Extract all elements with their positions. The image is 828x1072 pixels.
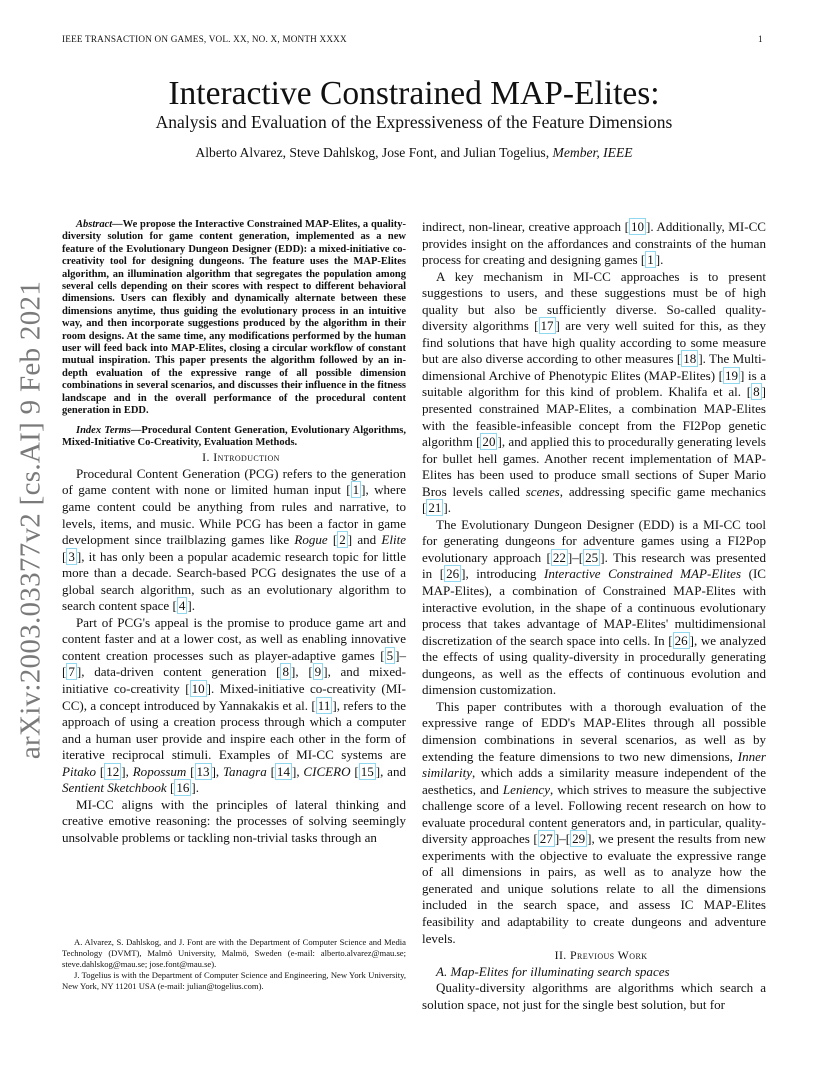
citation-link[interactable]: 20 [482,434,496,450]
section-heading-introduction [62,449,406,466]
citation-link[interactable]: 14 [276,763,290,779]
citation-link[interactable]: 29 [572,831,586,847]
citation-link[interactable]: 16 [176,780,190,796]
abstract-label: Abstract [76,219,113,230]
subsection-heading: A. Map-Elites for illuminating search spaces [436,963,670,979]
citation-link[interactable]: 5 [386,647,394,663]
paragraph: Quality-diversity algorithms are algorithms which search a solution space, not just for the single best solution, but for [422,980,766,1012]
paragraph: indirect, non-linear, creative approach [ 10 ]. Additionally, MI-CC provides insight on the affordances and constraints of the human process for creating and designing games [ 1 ]. [422,219,766,268]
citation-link[interactable]: 2 [339,532,346,548]
citation-link[interactable]: 10 [191,680,205,696]
citation-link[interactable]: 8 [753,384,760,400]
citation-link[interactable]: 8 [282,664,290,680]
paragraph: Procedural Content Generation (PCG) refers to the generation of game content with none or limited human input [ 1 ], where game content could be anything from rules and narrative, to levels, items, and music. While PCG has been a factor in game development since trailblazing games like Rogue [ 2 ] and Elite [ 3 ], it has only been a popular academic research topic for little more than a decade. Search-based PCG designates the use of a global search algorithm, such as an evolutionary algorithm to search content space [ 4 ]. [62,465,406,614]
paragraph: Part of PCG's appeal is the promise to produce game art and content faster and at a lower cost, as well as enabling innovative content creation processes such as player-adaptive games [ 5 ]–[ 7 ], data-driven content generation [ 8 ], [ 9 ], and mixed-initiative co-creativity [ 10 ]. Mixed-initiative co-creativity (MI-CC), a concept introduced by Yannakakis et al. [ 11 ], refers to the approach of using a creation process through which a computer and a human user provide and inspire each other in the form of iterative reciprocal stimuli. Examples of MI-CC systems are Pitako [ 12 ], Ropossum [ 13 ], Tanagra [ 14 ], CICERO [ 15 ], and Sentient Sketchbook [ 16 ]. [62,614,407,796]
footnote: J. Togelius is with the Department of Computer Science and Engineering, New York University, New York, NY 11201 USA (e-mail: julian@togelius.com). [62,970,406,991]
citation-link[interactable]: 21 [428,500,442,516]
paper-title: Interactive Constrained MAP-Elites: [168,75,660,112]
citation-link[interactable]: 4 [178,598,186,614]
footnotes [62,937,406,992]
citation-link[interactable]: 26 [446,566,460,582]
index-terms-text: —Procedural Content Generation, Evolutionary Algorithms, Mixed-Initiative Co-Creativity, Evaluation Methods. [62,424,406,448]
citation-link[interactable]: 7 [68,664,75,680]
abstract [62,219,406,449]
paragraph: The Evolutionary Dungeon Designer (EDD) is a MI-CC tool for generating dungeons for adventure games using a FI2Pop evolutionary approach [ 22 ]–[ 25 ]. This research was presented in [ 26 ], introducing Interactive Constrained MAP-Elites (IC MAP-Elites), a combination of Constrained MAP-Elites with interactive evolution, in the shape of a continuous evolutionary process that takes advantage of MAP-Elites' multidimensional discretization of the search space into cells. In [ 26 ], we analyzed the effects of using quality-diversity in procedurally generating dungeons, as well as the effects of continuous evolution and dimension customization. [422,516,767,698]
citation-link[interactable]: 17 [540,318,554,334]
paper-subtitle: Analysis and Evaluation of the Expressiveness of the Feature Dimensions [155,112,673,132]
citation-link[interactable]: 9 [314,664,322,680]
section-title: Previous Work [570,948,648,963]
citation-link[interactable]: 12 [106,763,120,779]
page-number: 1 [758,34,763,44]
author-names: Alberto Alvarez, Steve Dahlskog, Jose Font, and Julian Togelius, [195,145,553,160]
paragraph: A key mechanism in MI-CC approaches is to present suggestions to users, and these suggestions must be of high quality but also be sufficiently diverse. So-called quality-diversity algorithms [ 17 ] are very well suited for this, as they find solutions that have high quality according to some measure but are also diverse according to other measures [ 18 ]. The Multi-dimensional Archive of Phenotypic Elites (MAP-Elites) [ 19 ] is a suitable algorithm for this kind of problem. Khalifa et al. [ 8 ] presented constrained MAP-Elites, a combination MAP-Elites with the feasible-infeasible concept from the FI2Pop genetic algorithm [ 20 ], and applied this to procedurally generating levels for bullet hell games. Another recent implementation of MAP-Elites has been used to produce small sections of Super Mario Bros levels called scenes, addressing specific game mechanics [ 21 ]. [422,268,766,516]
paragraph: This paper contributes with a thorough evaluation of the expressive range of EDD's MAP-Elites through all possible dimension combinations in several scenarios, as well as by extending the feature dimensions to two new dimensions, Inner similarity, which adds a similarity measure independent of the aesthetics, and Leniency, which strives to measure the subjective challenge score of a level. Following recent research on how to evaluate procedural content generators and, in particular, quality-diversity approaches [ 27 ]–[ 29 ], we present the results from new experiments with the objective to evaluate the expressive range of all dimensions in pairs, as well as to analyze how the generated and unique solutions relate to all the dimensions included in the search space, and assess IC MAP-Elites feasibility and adaptability to create dungeons and adventure levels. [422,698,766,946]
arxiv-stamp-text: arXiv:2003.03377v2 [cs.AI] 9 Feb 2021 [14,280,47,760]
citation-link[interactable]: 26 [674,632,688,648]
right-column [422,219,766,1013]
citation-link[interactable]: 1 [352,482,360,498]
abstract-text: —We propose the Interactive Constrained MAP-Elites, a quality-diversity solution for game content generation, implemented as a new feature of the Evolutionary Dungeon Designer (EDD): a mixed-initiative co-creativity tool for designing dungeons. The feature uses the MAP-Elites algorithm, an illumination algorithm that segregates the population among several cells depending on their scores with respect to different behavioral dimensions. Users can flexibly and dynamically alternate between these dimensions anytime, thus guiding the evolutionary process in an intuitive way, and then incorporate suggestions produced by the algorithm in their room designs. At the same time, any modifications performed by the human user will feed back into MAP-Elites, closing a circular workflow of constant mutual inspiration. This paper presents the algorithm followed by an in-depth evaluation of the expressive range of all possible dimension combinations in several scenarios, and discusses their influence in the fitness landscape and in the overall performance of the procedural content generation in EDD. [62,219,406,417]
footnote: A. Alvarez, S. Dahlskog, and J. Font are with the Department of Computer Science and Media Technology (DVMT), Malmö University, Malmö, Sweden (e-mail: alberto.alvarez@mau.se; steve.dahlskog@mau.se; jose.font@mau.se). [62,937,406,969]
citation-link[interactable]: 1 [647,252,654,268]
author-list [62,145,766,161]
citation-link[interactable]: 15 [360,763,374,779]
section-number: I. [202,450,214,465]
citation-link[interactable]: 19 [725,367,739,383]
citation-link[interactable]: 13 [196,763,210,779]
citation-link[interactable]: 10 [630,219,644,234]
section-title: Introduction [213,450,280,465]
left-column [62,219,406,846]
paragraph: MI-CC aligns with the principles of lateral thinking and creative emotive reasoning: the processes of solving seemingly unsolvable problems or tackling non-trivial tasks through an [62,796,406,845]
section-heading-previous-work [422,947,766,964]
running-header: IEEE TRANSACTION ON GAMES, VOL. XX, NO. X, MONTH XXXX [62,34,347,44]
section-number: II. [554,948,571,963]
arxiv-stamp [10,280,52,760]
citation-link[interactable]: 18 [683,351,697,367]
index-terms-label: Index Terms [76,424,131,436]
citation-link[interactable]: 27 [539,831,553,847]
member-note: Member, IEEE [552,145,633,160]
citation-link[interactable]: 11 [317,697,331,713]
citation-link[interactable]: 3 [68,548,75,564]
citation-link[interactable]: 22 [552,549,566,565]
citation-link[interactable]: 25 [585,549,599,565]
